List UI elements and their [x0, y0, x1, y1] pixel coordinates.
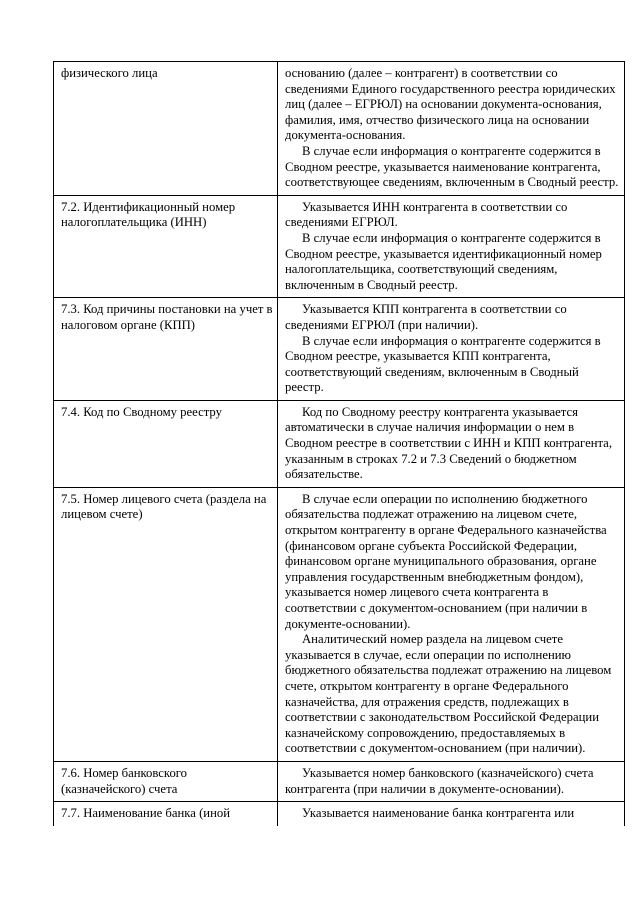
description-paragraph: Аналитический номер раздела на лицевом счете указывается в случае, если операции по исполнению бюджетного обязательства подлежат отражению на лицевом счете, открытом контрагенту в органе Федерального казначейства, для отражения средств, подлежащих в соответствии с законодательством Российской Федерации казначейскому сопровождению, предоставляемых в соответствии с документом-основанием (при наличии). [285, 632, 612, 756]
description-paragraph: В случае если информация о контрагенте содержится в Сводном реестре, указывается КПП контрагента, соответствующий сведениям, включенным в Сводный реестр. [285, 333, 601, 395]
description-paragraph: основанию (далее – контрагент) в соответствии со сведениями Единого государственного реестра юридических лиц (далее – ЕГРЮЛ) на основании документа-основания, фамилия, имя, отчество физического лица на основании документа-основания. [285, 66, 616, 143]
description-paragraph: В случае если информация о контрагенте содержится в Сводном реестре, указывается идентификационный номер налогоплательщика, соответствующий сведениям, включенным в Сводный реестр. [285, 230, 602, 292]
field-name-cell: 7.3. Код причины постановки на учет в налоговом органе (КПП) [54, 298, 278, 401]
field-description-cell [278, 195, 625, 298]
table-row [54, 761, 625, 801]
field-description-cell [278, 761, 625, 801]
field-name-cell: 7.6. Номер банковского (казначейского) счета [54, 761, 278, 801]
field-description-cell [278, 802, 625, 826]
table-row [54, 487, 625, 761]
field-name-cell: 7.7. Наименование банка (иной [54, 802, 278, 826]
field-name-cell: 7.2. Идентификационный номер налогоплательщика (ИНН) [54, 195, 278, 298]
description-paragraph: Указывается ИНН контрагента в соответствии со сведениями ЕГРЮЛ. [285, 199, 568, 230]
field-description-cell [278, 298, 625, 401]
field-name-cell: 7.4. Код по Сводному реестру [54, 400, 278, 487]
field-name-cell: 7.5. Номер лицевого счета (раздела на лицевом счете) [54, 487, 278, 761]
table-row [54, 298, 625, 401]
description-paragraph: Указывается наименование банка контрагента или [302, 806, 575, 821]
table-row [54, 195, 625, 298]
description-paragraph: В случае если информация о контрагенте содержится в Сводном реестре, указывается наименование контрагента, соответствующее сведениям, включенным в Сводный реестр. [285, 143, 619, 190]
field-name-cell: физического лица [54, 62, 278, 196]
description-paragraph: Указывается КПП контрагента в соответствии со сведениями ЕГРЮЛ (при наличии). [285, 302, 567, 332]
field-description-cell [278, 487, 625, 761]
field-description-cell [278, 400, 625, 487]
description-paragraph: Указывается номер банковского (казначейского) счета контрагента (при наличии в документе-основании). [285, 765, 594, 796]
field-description-cell [278, 62, 625, 196]
description-paragraph: В случае если операции по исполнению бюджетного обязательства подлежат отражению на лицевом счете, открытом контрагенту в органе Федерального казначейства (финансовом органе субъекта Российской Федерации, финансовом органе муниципального образования, органе управления государственным внебюджетным фондом), указывается номер лицевого счета контрагента в соответствии с документом-основанием (при наличии в документе-основании). [285, 491, 607, 631]
table-row [54, 400, 625, 487]
description-paragraph: Код по Сводному реестру контрагента указывается автоматически в случае наличия информации о нем в Сводном реестре в соответствии с ИНН и КПП контрагента, указанным в строках 7.2 и 7.3 Сведений о бюджетном обязательстве. [285, 404, 612, 482]
requisites-table [53, 61, 625, 826]
table-row [54, 802, 625, 826]
table-row [54, 62, 625, 196]
